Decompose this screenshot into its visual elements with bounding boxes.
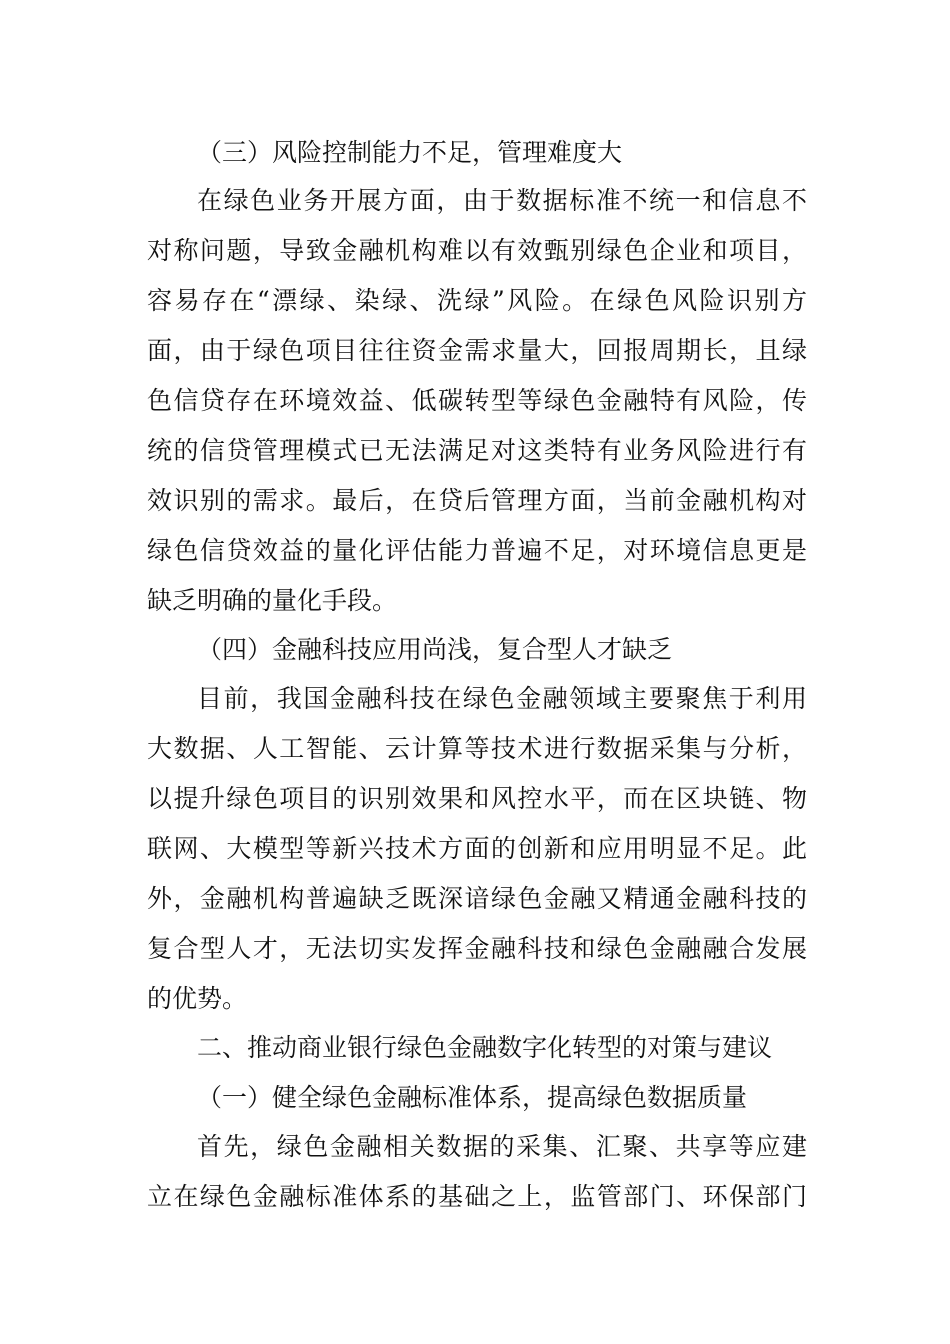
paragraph-line: 复合型人才，无法切实发挥金融科技和绿色金融融合发展 <box>147 934 807 963</box>
paragraph-line: 容易存在“漂绿、染绿、洗绿”风险。在绿色风险识别方 <box>147 286 807 315</box>
paragraph-line: 效识别的需求。最后，在贷后管理方面，当前金融机构对 <box>147 486 807 515</box>
paragraph-line: 统的信贷管理模式已无法满足对这类特有业务风险进行有 <box>147 436 807 465</box>
paragraph-line: 以提升绿色项目的识别效果和风控水平，而在区块链、物 <box>147 784 807 813</box>
paragraph-line: 立在绿色金融标准体系的基础之上，监管部门、环保部门 <box>147 1182 807 1211</box>
paragraph-line: 大数据、人工智能、云计算等技术进行数据采集与分析， <box>147 734 807 763</box>
paragraph-line: 对称问题，导致金融机构难以有效甄别绿色企业和项目， <box>147 236 807 265</box>
section-heading-3: （三）风险控制能力不足，管理难度大 <box>197 138 623 167</box>
paragraph-line: 的优势。 <box>147 984 248 1013</box>
paragraph-line: 在绿色业务开展方面，由于数据标准不统一和信息不 <box>197 186 807 215</box>
paragraph-line: 外，金融机构普遍缺乏既深谙绿色金融又精通金融科技的 <box>147 884 807 913</box>
paragraph-line: 绿色信贷效益的量化评估能力普遍不足，对环境信息更是 <box>147 536 807 565</box>
paragraph-line: 缺乏明确的量化手段。 <box>147 586 398 615</box>
paragraph-line: 首先，绿色金融相关数据的采集、汇聚、共享等应建 <box>197 1132 807 1161</box>
paragraph-line: 面，由于绿色项目往往资金需求量大，回报周期长，且绿 <box>147 336 807 365</box>
paragraph-line: 色信贷存在环境效益、低碳转型等绿色金融特有风险，传 <box>147 386 807 415</box>
part-heading-2: 二、推动商业银行绿色金融数字化转型的对策与建议 <box>197 1033 773 1062</box>
section-heading-4: （四）金融科技应用尚浅，复合型人才缺乏 <box>197 635 673 664</box>
subsection-heading-1: （一）健全绿色金融标准体系，提高绿色数据质量 <box>197 1083 748 1112</box>
paragraph-line: 目前，我国金融科技在绿色金融领域主要聚焦于利用 <box>197 684 807 713</box>
paragraph-line: 联网、大模型等新兴技术方面的创新和应用明显不足。此 <box>147 834 807 863</box>
